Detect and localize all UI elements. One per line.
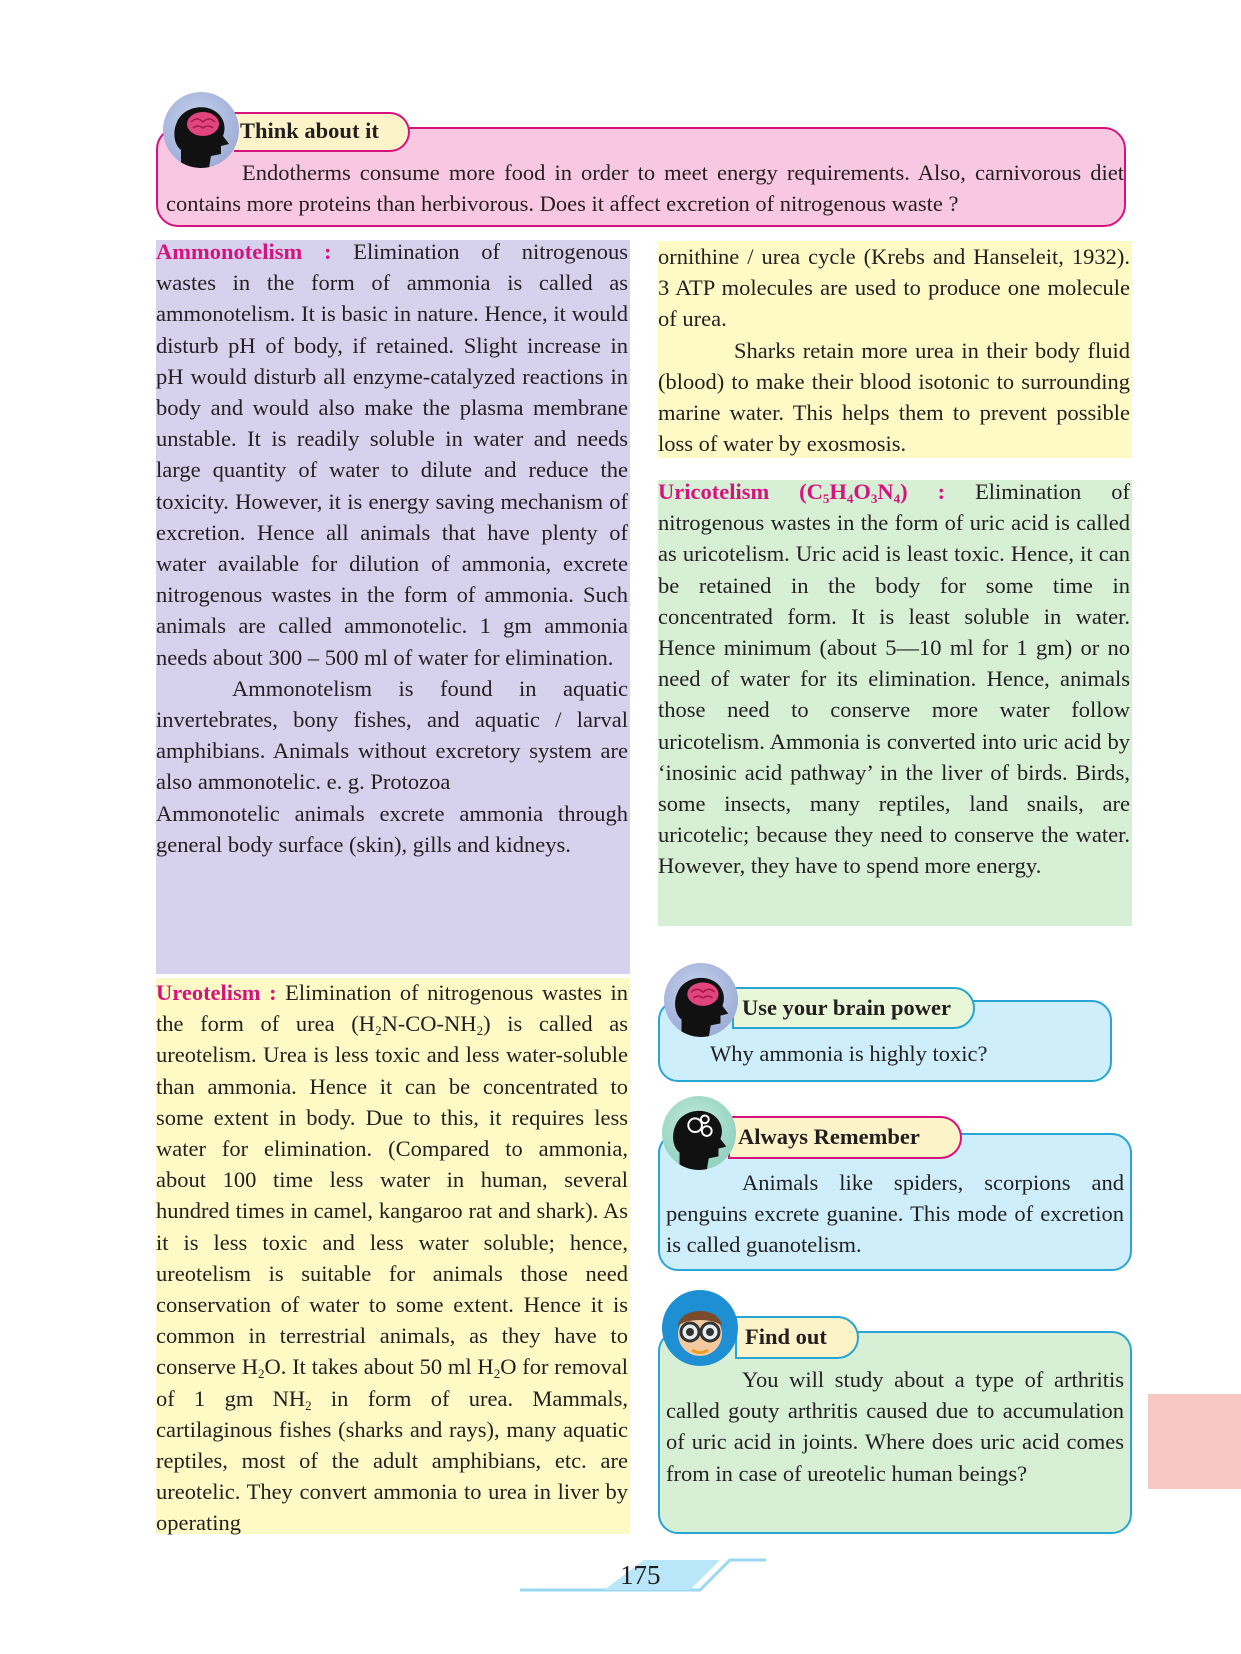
ammonotelism-heading: Ammonotelism : bbox=[156, 239, 332, 264]
ammonotelism-text-1: Elimination of nitrogenous wastes in the form of ammonia is called as ammonotelism. It is basic in nature. Hence, it would disturb pH of body, if retained. Slight increase in pH would disturb all enzyme-catalyzed reactions in body and would also make the plasma membrane unstable. It is readily soluble in water and needs large quantity of water to dilute and reduce the toxicity. However, it is energy saving mechanism of excretion. Hence all animals that have plenty of water available for dilution of ammonia, excrete nitrogenous wastes in the form of ammonia. Such animals are called ammonotelic. 1 gm ammonia needs about 300 – 500 ml of water for elimination. bbox=[156, 239, 628, 670]
ureotelism-section bbox=[156, 977, 628, 1539]
ureotelism-text-d: O. It takes about 50 ml H bbox=[264, 1354, 494, 1380]
ureotelism-text-a: Elimination of nitrogenous wastes in the form of urea (H bbox=[156, 980, 628, 1037]
subscript: 5 bbox=[822, 491, 830, 506]
subscript: 2 bbox=[375, 1023, 382, 1039]
uricotelism-heading-c: O bbox=[853, 479, 871, 504]
ureotelism-text-c: ) is called as ureotelism. Urea is less toxic and less water-soluble than ammonia. Hence it can be concentrated to some extent in body. Due to this, it requires less water for elimination. (Compared to ammonia, about 100 time less water in human, several hundred times in camel, kangaroo rat and shark). As it is less toxic and less water soluble; hence, ureotelism is suitable for animals those need conservation of water to some extent. Hence it is common in terrestrial animals, as they have to conserve H bbox=[156, 1011, 628, 1380]
find-out-title: Find out bbox=[735, 1316, 859, 1359]
uricotelism-heading-b: H bbox=[829, 479, 847, 504]
uricotelism-heading-a: Uricotelism (C bbox=[658, 479, 823, 504]
uricotelism-paragraph bbox=[658, 476, 1130, 882]
always-remember-title: Always Remember bbox=[728, 1116, 962, 1159]
ureotelism-text-f: in form of urea. Mammals, cartilaginous fishes (sharks and rays), many aquatic reptiles, most of the adult amphibians, etc. are ureotelic. They convert ammonia to urea in liver by operating bbox=[156, 1385, 628, 1536]
find-out-text: You will study about a type of arthritis called gouty arthritis caused due to accumulation of uric acid in joints. Where does uric acid comes from in case of ureotelic human beings? bbox=[666, 1367, 1124, 1486]
brain-power-title: Use your brain power bbox=[732, 987, 975, 1029]
subscript: 3 bbox=[870, 491, 878, 506]
brain-power-text: Why ammonia is highly toxic? bbox=[710, 1041, 988, 1066]
ureotelism-text-e: O for removal of 1 gm NH bbox=[156, 1354, 628, 1411]
ornithine-paragraph-2: Sharks retain more urea in their body fluid (blood) to make their blood isotonic to surrounding marine water. This helps them to prevent possible loss of water by exosmosis. bbox=[658, 337, 1130, 457]
ornithine-section bbox=[658, 241, 1130, 459]
uricotelism-section bbox=[658, 476, 1130, 882]
gears-head-icon bbox=[662, 1096, 736, 1170]
think-about-it-title: Think about it bbox=[240, 118, 379, 143]
subscript: 2 bbox=[258, 1366, 265, 1382]
uricotelism-heading-d: N bbox=[877, 479, 894, 504]
uricotelism-heading-e: ) : bbox=[900, 479, 946, 504]
ammonotelism-paragraph-1 bbox=[156, 236, 628, 673]
ornithine-paragraph-1: ornithine / urea cycle (Krebs and Hanseleit, 1932). 3 ATP molecules are used to produce one molecule of urea. bbox=[658, 244, 1130, 332]
brain-head-icon bbox=[163, 92, 239, 168]
subscript: 4 bbox=[893, 491, 901, 506]
ammonotelism-section bbox=[156, 236, 628, 860]
uricotelism-heading bbox=[658, 479, 945, 504]
ureotelism-heading: Ureotelism : bbox=[156, 980, 277, 1005]
ureotelism-text-b: N-CO-NH bbox=[381, 1011, 477, 1037]
subscript: 2 bbox=[305, 1397, 312, 1413]
page-number: 175 bbox=[620, 1560, 661, 1590]
ammonotelism-paragraph-3: Ammonotelic animals excrete ammonia through general body surface (skin), gills and kidneys. bbox=[156, 800, 628, 857]
ammonotelism-paragraph-2: Ammonotelism is found in aquatic invertebrates, bony fishes, and aquatic / larval amphibians. Animals without excretory system are also ammonotelic. e. g. Protozoa bbox=[156, 675, 628, 795]
always-remember-text: Animals like spiders, scorpions and penguins excrete guanine. This mode of excretion is called guanotelism. bbox=[666, 1170, 1124, 1258]
uricotelism-text: Elimination of nitrogenous wastes in the form of uric acid is called as uricotelism. Uric acid is least toxic. Hence, it can be retained in the body for some time in concentrated form. It is least soluble in water. Hence minimum (about 5—10 ml for 1 gm) or no need of water for its elimination. Hence, animals those need to conserve more water follow uricotelism. Ammonia is converted into uric acid by ‘inosinic acid pathway’ in the liver of birds. Birds, some insects, many reptiles, land snails, are uricotelic; because they need to conserve the water. However, they have to spend more energy. bbox=[658, 479, 1130, 879]
subscript: 2 bbox=[493, 1366, 501, 1382]
subscript: 4 bbox=[846, 491, 854, 506]
binoculars-kid-icon bbox=[662, 1290, 738, 1366]
ureotelism-paragraph bbox=[156, 977, 628, 1539]
subscript: 2 bbox=[476, 1023, 484, 1039]
brain-head-icon bbox=[664, 963, 738, 1037]
chapter-side-tab bbox=[1148, 1394, 1241, 1489]
think-about-it-text: Endotherms consume more food in order to meet energy requirements. Also, carnivorous diet contains more proteins than herbivorous. Does it affect excretion of nitrogenous waste ? bbox=[166, 160, 1124, 217]
